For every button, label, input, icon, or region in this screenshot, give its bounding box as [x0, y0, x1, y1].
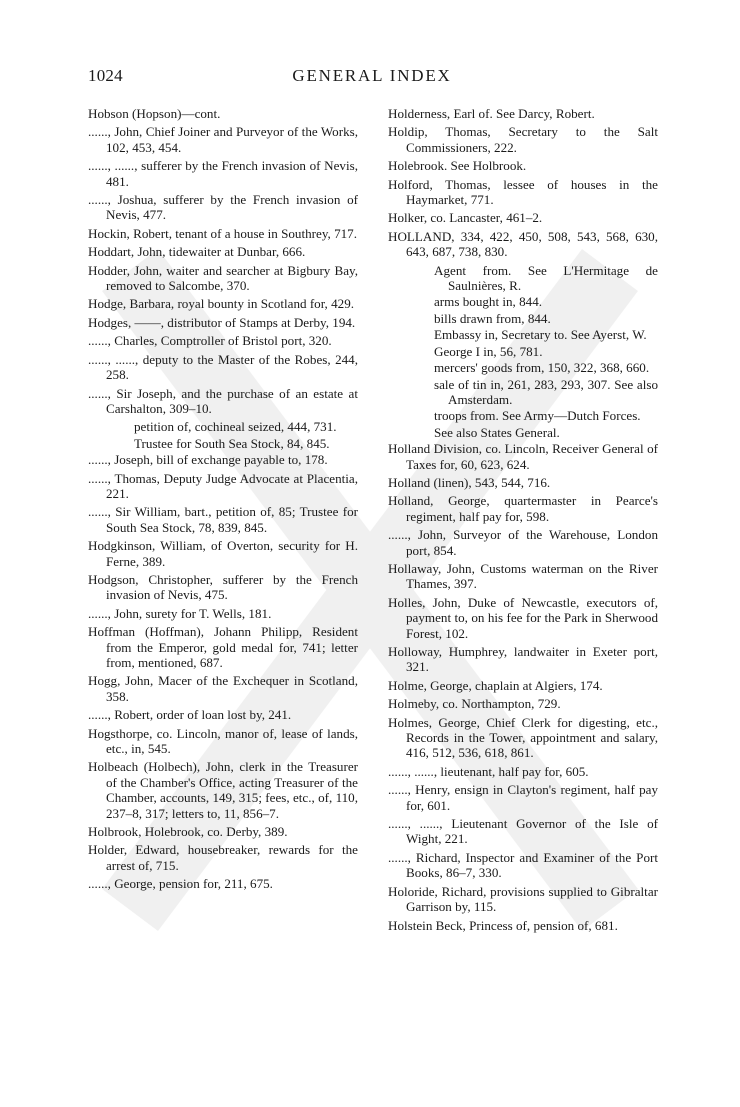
index-entry: Hoffman (Hoffman), Johann Philipp, Resident from the Emperor, gold medal for, 741; letter from, mentioned, 687. [88, 624, 358, 670]
index-entry: Holoride, Richard, provisions supplied to Gibraltar Garrison by, 115. [388, 883, 658, 915]
index-entry: Hobson (Hopson)—cont. [88, 106, 221, 121]
index-entry: Hodge, Barbara, royal bounty in Scotland for, 429. [88, 296, 355, 312]
index-subentry: Trustee for South Sea Stock, 84, 845. [134, 435, 330, 451]
index-subentry: Agent from. See L'Hermitage de Saulnières, R. [434, 262, 658, 294]
index-column-left [88, 106, 358, 895]
index-entry: Holbrook, Holebrook, co. Derby, 389. [88, 824, 288, 840]
index-entry: Hoddart, John, tidewaiter at Dunbar, 666. [88, 244, 306, 260]
index-entry: Hodges, ——, distributor of Stamps at Derby, 194. [88, 314, 356, 330]
index-subentry: bills drawn from, 844. [434, 310, 551, 326]
index-entry: ......, John, Chief Joiner and Purveyor of the Works, 102, 453, 454. [88, 124, 358, 155]
index-entry: Holford, Thomas, lessee of houses in the Haymarket, 771. [388, 176, 658, 208]
index-entry: Holland (linen), 543, 544, 716. [388, 474, 551, 490]
index-entry: ......, ......, Lieutenant Governor of the Isle of Wight, 221. [388, 816, 658, 847]
index-column-right [388, 106, 658, 936]
index-subentry: petition of, cochineal seized, 444, 731. [134, 419, 337, 435]
index-columns [88, 106, 666, 1046]
index-entry: ......, Joseph, bill of exchange payable to, 178. [88, 452, 328, 468]
index-entry: ......, ......, deputy to the Master of the Robes, 244, 258. [88, 351, 358, 383]
index-entry: ......, ......, lieutenant, half pay for, 605. [388, 763, 589, 779]
index-entry: Holstein Beck, Princess of, pension of, 681. [388, 917, 618, 933]
page-number: 1024 [88, 66, 123, 85]
index-entry: ......, Charles, Comptroller of Bristol port, 320. [88, 333, 332, 349]
index-entry: Holderness, Earl of. See Darcy, Robert. [388, 106, 595, 121]
index-entry: Hodgkinson, William, of Overton, security for H. Ferne, 389. [88, 538, 358, 569]
index-subentry: mercers' goods from, 150, 322, 368, 660. [434, 360, 650, 376]
index-entry: ......, George, pension for, 211, 675. [88, 876, 273, 892]
index-entry: Holme, George, chaplain at Algiers, 174. [388, 677, 603, 693]
index-entry: Holloway, Humphrey, landwaiter in Exeter port, 321. [388, 644, 658, 675]
index-subentry: George I in, 56, 781. [434, 343, 543, 359]
index-entry: ......, John, surety for T. Wells, 181. [88, 605, 272, 621]
index-entry: Holland, George, quartermaster in Pearce's regiment, half pay for, 598. [388, 493, 658, 524]
index-entry: Hogsthorpe, co. Lincoln, manor of, lease of lands, etc., in, 545. [88, 725, 358, 757]
index-entry: Holebrook. See Holbrook. [388, 158, 527, 174]
index-entry: ......, Richard, Inspector and Examiner of the Port Books, 86–7, 330. [388, 849, 658, 881]
index-entry: ......, Henry, ensign in Clayton's regiment, half pay for, 601. [388, 782, 658, 813]
index-entry: Hodgson, Christopher, sufferer by the French invasion of Nevis, 475. [88, 571, 358, 603]
index-entry: ......, Sir Joseph, and the purchase of an estate at Carshalton, 309–10. [88, 385, 358, 416]
index-entry: Hogg, John, Macer of the Exchequer in Scotland, 358. [88, 673, 358, 704]
index-entry: Hodder, John, waiter and searcher at Bigbury Bay, removed to Salcombe, 370. [88, 262, 358, 294]
index-subentry: Embassy in, Secretary to. See Ayerst, W. [434, 327, 647, 343]
index-entry: ......, ......, sufferer by the French invasion of Nevis, 481. [88, 158, 358, 189]
index-subentry: sale of tin in, 261, 283, 293, 307. See also Amsterdam. [434, 376, 658, 407]
index-entry: Hollaway, John, Customs waterman on the River Thames, 397. [388, 560, 658, 592]
index-entry: ......, Joshua, sufferer by the French invasion of Nevis, 477. [88, 192, 358, 223]
index-entry: Holker, co. Lancaster, 461–2. [388, 210, 543, 226]
index-entry: ......, Sir William, bart., petition of, 85; Trustee for South Sea Stock, 78, 839, 845. [88, 504, 358, 535]
index-entry: ......, John, Surveyor of the Warehouse, London port, 854. [388, 527, 658, 558]
index-entry: Hockin, Robert, tenant of a house in Southrey, 717. [88, 225, 357, 241]
index-entry: ......, Thomas, Deputy Judge Advocate at Placentia, 221. [88, 470, 358, 501]
index-entry: Holmeby, co. Northampton, 729. [388, 696, 561, 712]
index-subentry: troops from. See Army—Dutch Forces. [434, 408, 641, 424]
index-subentry: See also States General. [434, 424, 560, 440]
running-title: GENERAL INDEX [292, 66, 452, 85]
index-entry: Holbeach (Holbech), John, clerk in the Treasurer of the Chamber's Office, acting Treasurer of the Chamber, accounts, 149, 315; fees, etc., of, 110, 237–8, 317; letters to, 11, 856–7. [88, 759, 358, 821]
index-entry: ......, Robert, order of loan lost by, 241. [88, 707, 292, 723]
index-entry: Holder, Edward, housebreaker, rewards for the arrest of, 715. [88, 842, 358, 873]
index-entry: Holdip, Thomas, Secretary to the Salt Commissioners, 222. [388, 124, 658, 155]
index-subentry: arms bought in, 844. [434, 294, 543, 310]
index-entry: Holles, John, Duke of Newcastle, executors of, payment to, on his fee for the Park in Sherwood Forest, 102. [388, 594, 658, 641]
index-entry: Holland Division, co. Lincoln, Receiver General of Taxes for, 60, 623, 624. [388, 441, 658, 472]
index-entry: HOLLAND, 334, 422, 450, 508, 543, 568, 630, 643, 687, 738, 830. [388, 228, 658, 260]
index-entry: Holmes, George, Chief Clerk for digesting, etc., Records in the Tower, appointment and salary, 416, 512, 536, 618, 861. [388, 714, 658, 761]
page-header [88, 66, 656, 90]
